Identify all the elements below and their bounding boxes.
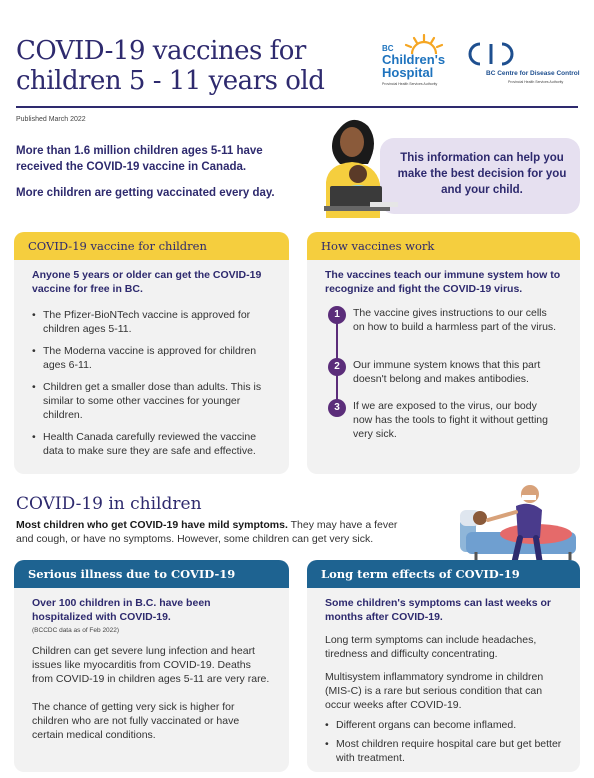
page-title: COVID-19 vaccines for children 5 - 11 years old bbox=[16, 36, 325, 96]
step-text-3: If we are exposed to the virus, our body now has the tools to fight it without getting very sick. bbox=[353, 400, 548, 440]
bccdc-mark-icon bbox=[468, 42, 514, 66]
list-item: • Different organs can become inflamed. bbox=[325, 718, 562, 732]
intro-bold: Most children who get COVID-19 have mild symptoms. bbox=[16, 519, 288, 531]
step-text-1: The vaccine gives instructions to our cells on how to build a harmless part of the virus. bbox=[353, 307, 557, 333]
step-number-2: 2 bbox=[328, 358, 346, 376]
card-title: COVID-19 vaccine for children bbox=[14, 232, 289, 260]
serious-illness-card bbox=[14, 560, 289, 772]
published-date: Published March 2022 bbox=[16, 116, 86, 123]
intro-rest: They may have a fever and cough, or have no symptoms. However, some children can get very sick. bbox=[16, 519, 398, 545]
step-number-3: 3 bbox=[328, 399, 346, 417]
bubble-text: This information can help you make the best decision for you and your child. bbox=[397, 152, 567, 196]
list-item: • Health Canada carefully reviewed the vaccine data to make sure they are safe and effective. bbox=[32, 430, 271, 458]
how-vaccines-work-card bbox=[307, 232, 580, 474]
step-number-1: 1 bbox=[328, 306, 346, 324]
card-subtitle: Over 100 children in B.C. have been hospitalized with COVID-19. bbox=[32, 597, 211, 623]
paragraph-1: Children can get severe lung infection and heart issues like myocarditis from COVID-19. Deaths from COVID-19 in children ages 5-11 are very rare. bbox=[32, 645, 270, 685]
list-item: • The Moderna vaccine is approved for children ages 6-11. bbox=[32, 344, 271, 372]
sick-child-couch-illustration bbox=[458, 480, 580, 566]
paragraph-2: The chance of getting very sick is higher for children who are not fully vaccinated or have certain medical conditions. bbox=[32, 701, 240, 741]
section-intro bbox=[16, 518, 416, 546]
bccdc-logo bbox=[468, 42, 580, 94]
logo-hospital-text: Hospital bbox=[382, 65, 434, 80]
bccdc-name: BC Centre for Disease Control bbox=[486, 70, 580, 77]
lead-statement: More children are getting vaccinated every day. bbox=[16, 187, 275, 199]
logo-tagline: Provincial Health Services Authority bbox=[382, 82, 438, 86]
header-divider bbox=[16, 106, 578, 108]
card-subtitle: The vaccines teach our immune system how to recognize and fight the COVID-19 virus. bbox=[325, 269, 561, 295]
long-term-effects-card bbox=[307, 560, 580, 772]
list-item: • Children get a smaller dose than adults. This is similar to some other vaccines for younger children. bbox=[32, 380, 271, 422]
paragraph-1: Long term symptoms can include headaches, tiredness and difficulty concentrating. bbox=[325, 634, 537, 660]
card-subtitle: Some children's symptoms can last weeks or months after COVID-19. bbox=[325, 597, 552, 623]
data-source: (BCCDC data as of Feb 2022) bbox=[32, 627, 120, 634]
step-text-2: Our immune system knows that this part doesn't belong and makes antibodies. bbox=[353, 359, 541, 385]
section-title: COVID-19 in children bbox=[16, 494, 202, 514]
bc-childrens-logo bbox=[382, 34, 462, 94]
logo-childrens-text: Children's bbox=[382, 52, 446, 67]
card-title: How vaccines work bbox=[307, 232, 580, 260]
mis-c-bullet-list bbox=[325, 718, 562, 765]
bccdc-tagline: Provincial Health Services Authority bbox=[508, 80, 564, 84]
vaccine-for-children-card bbox=[14, 232, 289, 474]
card-subtitle: Anyone 5 years or older can get the COVID-19 vaccine for free in BC. bbox=[32, 269, 262, 295]
paragraph-2: Multisystem inflammatory syndrome in children (MIS-C) is a rare but serious condition that can occur weeks after COVID-19. bbox=[325, 671, 544, 711]
list-item: • The Pfizer-BioNTech vaccine is approved for children ages 5-11. bbox=[32, 308, 271, 336]
card-title: Serious illness due to COVID-19 bbox=[14, 560, 289, 588]
parent-child-laptop-illustration bbox=[320, 112, 400, 218]
lead-statistic: More than 1.6 million children ages 5-11 have received the COVID-19 vaccine in Canada. bbox=[16, 145, 263, 173]
card-title: Long term effects of COVID-19 bbox=[307, 560, 580, 588]
vaccine-bullet-list bbox=[32, 308, 271, 458]
list-item: • Most children require hospital care but get better with treatment. bbox=[325, 737, 562, 765]
logo-bc-text: BC bbox=[382, 44, 394, 53]
